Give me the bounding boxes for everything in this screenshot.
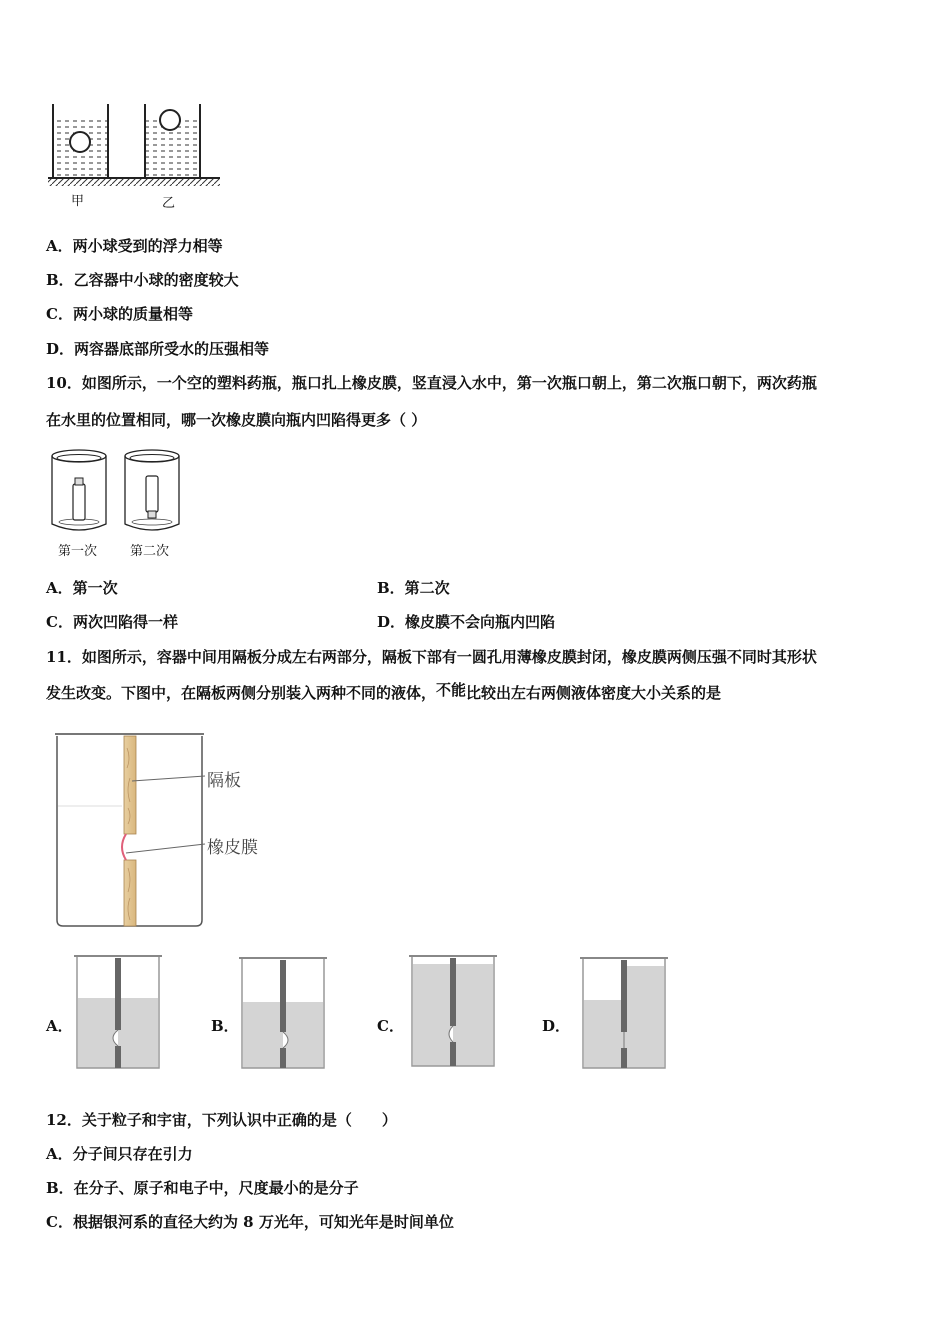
q9-option-b: B．乙容器中小球的密度较大 — [46, 271, 239, 289]
q11-stem-line1: 11．如图所示，容器中间用隔板分成左右两部分，隔板下部有一圆孔用薄橡皮膜封闭，橡皮膜两侧压强不同时其形状 — [46, 648, 817, 666]
label-rubber-membrane: 橡皮膜 — [207, 838, 258, 858]
figure-label-second: 第二次 — [130, 544, 170, 559]
q11-option-c-label: C． — [377, 1017, 404, 1035]
q11-divider-figure — [52, 728, 212, 930]
figure-label-yi: 乙 — [162, 196, 176, 211]
q11-option-d-label: D． — [542, 1017, 571, 1035]
q9-option-c: C．两小球的质量相等 — [46, 305, 193, 323]
q10-option-b: B．第二次 — [377, 579, 450, 597]
figure-label-first: 第一次 — [58, 544, 98, 559]
q11-option-c-beaker — [407, 950, 499, 1070]
q11-stem-line2 — [46, 683, 721, 703]
q10-option-c: C．两次凹陷得一样 — [46, 613, 178, 631]
q10-option-a: A．第一次 — [46, 579, 118, 597]
q11-option-a-beaker — [72, 952, 164, 1072]
q11-stem-line2-part3: 比较出左右两侧液体密度大小关系的是 — [466, 684, 722, 702]
q9-containers-figure — [40, 100, 230, 215]
q10-option-d: D．橡皮膜不会向瓶内凹陷 — [377, 613, 556, 631]
q9-option-d: D．两容器底部所受水的压强相等 — [46, 340, 270, 358]
q11-option-b-beaker — [237, 952, 329, 1072]
q12-option-a: A．分子间只存在引力 — [46, 1145, 193, 1163]
q12-option-c: C．根据银河系的直径大约为 8 万光年，可知光年是时间单位 — [46, 1213, 454, 1231]
figure-label-jia: 甲 — [71, 194, 85, 209]
q12-option-b: B．在分子、原子和电子中，尺度最小的是分子 — [46, 1179, 359, 1197]
q10-bottles-figure — [46, 446, 191, 538]
q11-stem-emphasis: 不能 — [436, 681, 467, 699]
q11-option-b-label: B． — [211, 1017, 239, 1035]
q10-stem-line1: 10．如图所示，一个空的塑料药瓶，瓶口扎上橡皮膜，竖直浸入水中，第一次瓶口朝上，第二次瓶口朝下，两次药瓶 — [46, 374, 817, 392]
q11-option-a-label: A． — [46, 1017, 73, 1035]
q10-stem-line2: 在水里的位置相同，哪一次橡皮膜向瓶内凹陷得更多（ ） — [46, 411, 427, 429]
q9-option-a: A．两小球受到的浮力相等 — [46, 237, 223, 255]
q11-stem-line2-part1: 发生改变。下图中，在隔板两侧分别装入两种不同的液体， — [46, 684, 437, 702]
q11-option-d-beaker — [578, 952, 670, 1072]
q12-stem: 12．关于粒子和宇宙，下列认识中正确的是（ ） — [46, 1111, 397, 1129]
label-divider: 隔板 — [207, 771, 241, 791]
